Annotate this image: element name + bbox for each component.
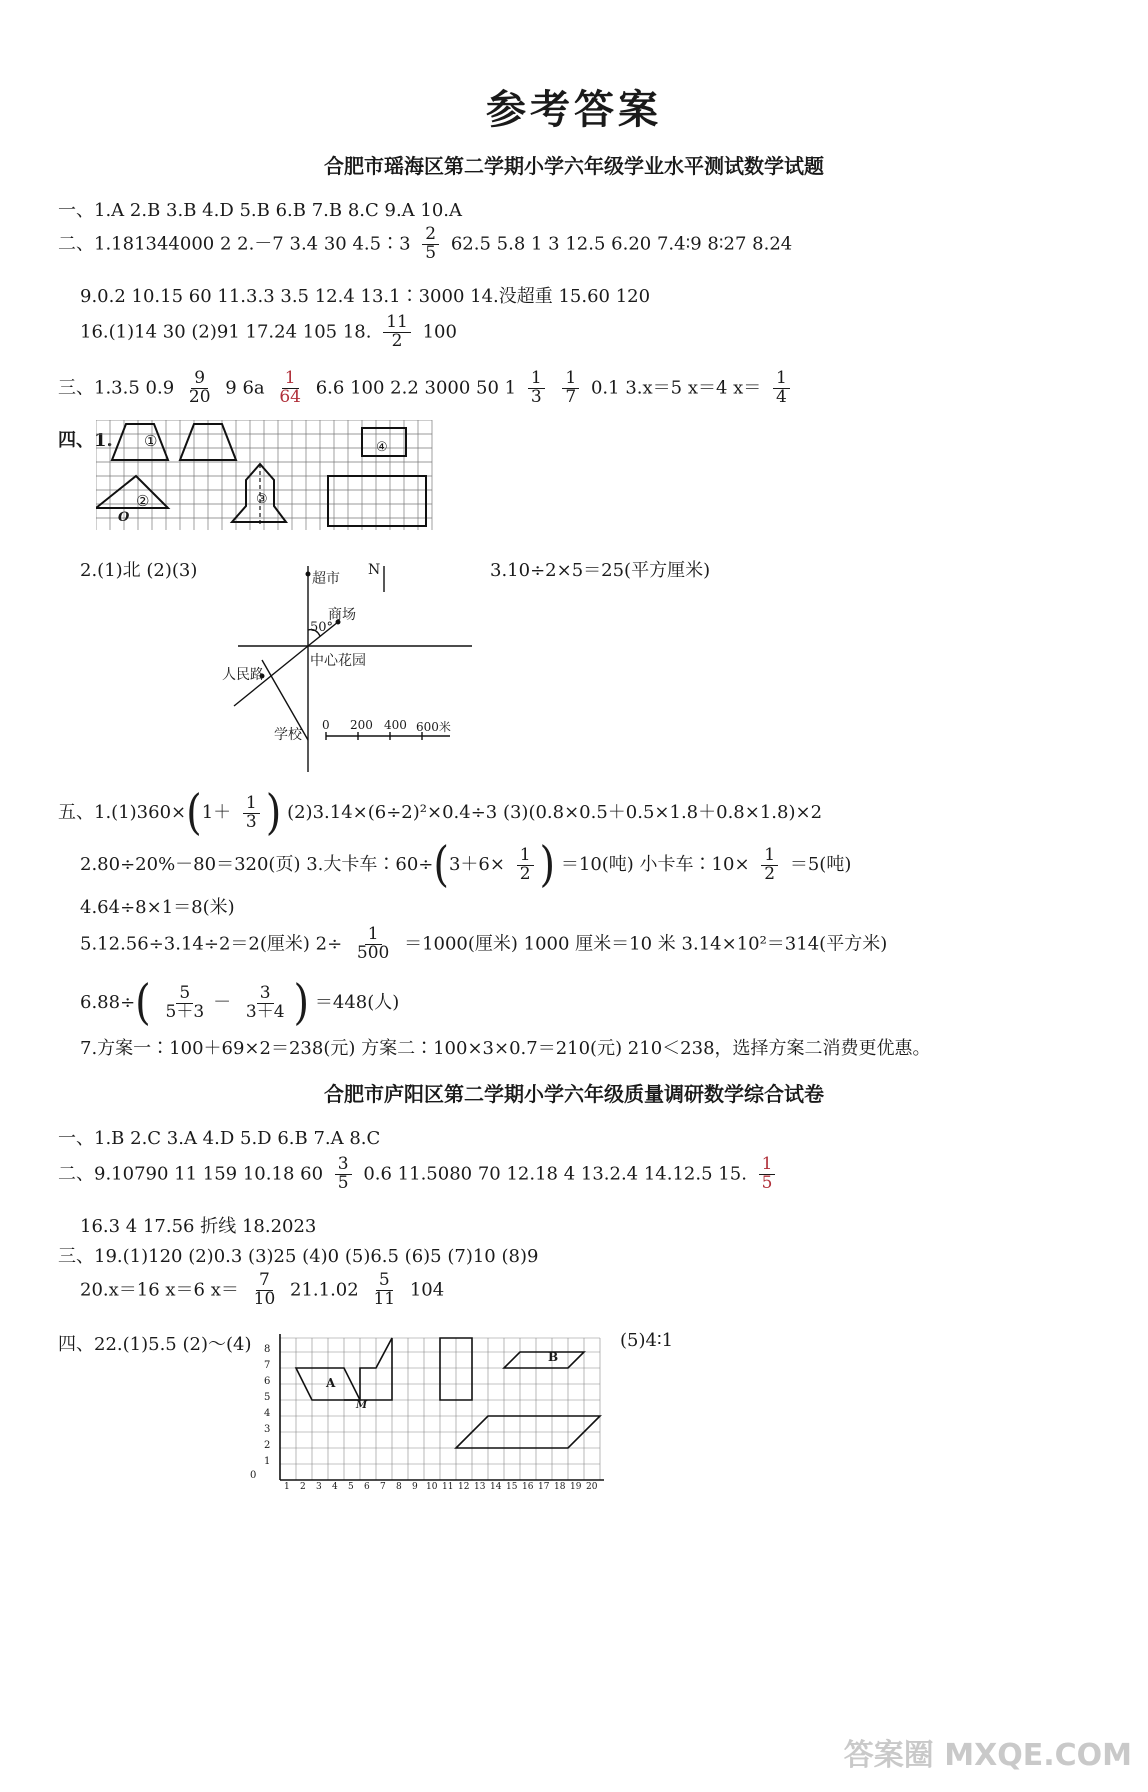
answer-line: 三、19.(1)120 (2)0.3 (3)25 (4)0 (5)6.5 (6)5 (7)10 (8)9 xyxy=(58,1246,539,1267)
shape-label: ② xyxy=(136,492,150,510)
answer-line: 四、22.(1)5.5 (2)～(4) xyxy=(58,1334,252,1355)
x-tick: 16 xyxy=(522,1482,534,1492)
x-tick: 6 xyxy=(364,1482,370,1492)
x-tick: 12 xyxy=(458,1482,470,1492)
answer-line: 一、1.A 2.B 3.B 4.D 5.B 6.B 7.B 8.C 9.A 10.A xyxy=(58,200,463,221)
page-title: 参考答案 xyxy=(486,86,662,133)
x-tick: 11 xyxy=(442,1482,454,1492)
answer-line: 一、1.B 2.C 3.A 4.D 5.D 6.B 7.A 8.C xyxy=(58,1128,381,1149)
answer-line: 2.80÷20%－80＝320(页) 3.大卡车∶60÷(3＋6× $\frac{1}{2}$ ) ＝10(吨) 小卡车∶10× $\frac{1}{2}$ ＝5(吨) xyxy=(80,837,852,893)
shape-label: ① xyxy=(144,432,158,450)
fraction: $\frac{5}{11}$ xyxy=(373,1270,396,1309)
angle-label: 50° xyxy=(310,620,334,635)
fraction: $\frac{1}{3}$ xyxy=(243,795,260,832)
answer-line: 16.(1)14 30 (2)91 17.24 105 18. $\frac{11}{2}$ 100 xyxy=(80,312,457,351)
shape-label: ③ xyxy=(256,492,268,507)
section-1-heading: 合肥市瑶海区第二学期小学六年级学业水平测试数学试题 xyxy=(324,154,824,178)
answer-line: 三、1.3.5 0.9 $\frac{9}{20}$ 9 6a $\frac{1}{64}$ 6.6 100 2.2 3000 50 1 $\frac{1}{3}$ $\frac{1}{7}$ 0.1 3.x＝5 x＝4 x＝ $\frac{1}{4}$ xyxy=(58,370,796,407)
x-tick: 8 xyxy=(396,1482,402,1492)
map-label: 学校 xyxy=(274,727,302,743)
x-tick: 17 xyxy=(538,1482,550,1492)
answer-line: 20.x＝16 x＝6 x＝ $\frac{7}{10}$ 21.1.02 $\frac{5}{11}$ 104 xyxy=(80,1270,445,1309)
fraction: $\frac{1}{64}$ xyxy=(279,368,301,407)
x-tick: 3 xyxy=(316,1482,322,1492)
point-label: M xyxy=(356,1400,368,1411)
answer-line: 二、1.181344000 2 2.－7 3.4 30 4.5∶3 $\frac{2}{5}$ 62.5 5.8 1 3 12.5 6.20 7.4∶9 8∶27 8.24 xyxy=(58,224,793,263)
x-tick: 14 xyxy=(490,1482,502,1492)
scale-label: 400 xyxy=(384,718,407,732)
x-tick: 9 xyxy=(412,1482,418,1492)
fraction: $\frac{1}{3}$ xyxy=(528,370,545,407)
x-tick: 10 xyxy=(426,1482,438,1492)
answer-line: 2.(1)北 (2)(3) xyxy=(80,560,198,581)
fraction: $\frac{2}{5}$ xyxy=(422,226,439,263)
shape-label: ④ xyxy=(376,440,388,455)
fraction: $\frac{1}{7}$ xyxy=(562,370,579,407)
scale-label: 600米 xyxy=(416,720,451,734)
shape-label: A xyxy=(326,1376,336,1390)
map-label: 超市 xyxy=(312,571,340,587)
fraction: $\frac{9}{20}$ xyxy=(188,368,211,407)
x-tick: 4 xyxy=(332,1482,338,1492)
y-tick: 7 xyxy=(264,1360,271,1371)
origin-label: O xyxy=(118,510,130,525)
answer-line: 9.0.2 10.15 60 11.3.3 3.5 12.4 13.1∶3000 14.没超重 15.60 120 xyxy=(80,286,651,307)
answer-line: 16.3 4 17.56 折线 18.2023 xyxy=(80,1216,317,1237)
north-label: N xyxy=(368,562,381,578)
answer-line: (5)4∶1 xyxy=(620,1330,674,1351)
answer-line: 5.12.56÷3.14÷2＝2(厘米) 2÷ $\frac{1}{500}$ ＝1000(厘米) 1000 厘米＝10 米 3.14×10²＝314(平方米) xyxy=(80,924,888,963)
x-tick: 19 xyxy=(570,1482,582,1492)
x-tick: 7 xyxy=(380,1482,386,1492)
x-tick: 18 xyxy=(554,1482,566,1492)
fraction: $\frac{1}{2}$ xyxy=(517,847,534,884)
scale-label: 0 xyxy=(322,718,330,732)
map-label: 人民路 xyxy=(222,667,264,683)
fraction: $\frac{11}{2}$ xyxy=(383,314,411,351)
watermark: 答案圈 MXQE.COM xyxy=(843,1738,1132,1773)
fraction: $\frac{3}{3+4}$ xyxy=(245,982,285,1022)
y-tick: 4 xyxy=(264,1408,271,1419)
scale-label: 200 xyxy=(350,718,373,732)
answer-line: 二、9.10790 11 159 10.18 60 $\frac{3}{5}$ 0.6 11.5080 70 12.18 4 13.2.4 14.12.5 15. $\frac{1}{5}$ xyxy=(58,1156,781,1193)
y-tick: 5 xyxy=(264,1392,271,1403)
fraction: $\frac{5}{5+3}$ xyxy=(165,982,205,1022)
fraction: $\frac{1}{5}$ xyxy=(759,1156,776,1193)
x-tick: 2 xyxy=(300,1482,306,1492)
answer-line: 3.10÷2×5＝25(平方厘米) xyxy=(490,560,711,581)
x-tick: 5 xyxy=(348,1482,354,1492)
section-2-heading: 合肥市庐阳区第二学期小学六年级质量调研数学综合试卷 xyxy=(324,1082,824,1106)
x-tick: 20 xyxy=(586,1482,598,1492)
y-tick: 1 xyxy=(264,1456,271,1467)
answer-line: 7.方案一∶100＋69×2＝238(元) 方案二∶100×3×0.7＝210(元) 210＜238，选择方案二消费更优惠。 xyxy=(80,1038,931,1059)
fraction: $\frac{7}{10}$ xyxy=(253,1270,276,1309)
y-tick: 6 xyxy=(264,1376,271,1387)
fraction: $\frac{1}{500}$ xyxy=(356,924,390,963)
y-tick: 2 xyxy=(264,1440,271,1451)
x-tick: 15 xyxy=(506,1482,518,1492)
y-tick: 3 xyxy=(264,1424,271,1435)
answer-line: 五、1.(1)360×(1＋ $\frac{1}{3}$ ) (2)3.14×(6÷2)²×0.4÷3 (3)(0.8×0.5＋0.5×1.8＋0.8×1.8)×2 xyxy=(58,785,823,841)
map-label: 中心花园 xyxy=(310,653,366,669)
x-tick: 1 xyxy=(284,1482,290,1492)
y-tick: 0 xyxy=(250,1470,257,1481)
fraction: $\frac{1}{4}$ xyxy=(773,370,790,407)
y-tick: 8 xyxy=(264,1344,271,1355)
shape-label: B xyxy=(548,1350,559,1364)
answer-label: 四、1. xyxy=(58,430,113,451)
answer-line: 6.88÷( $\frac{5}{5+3}$ － $\frac{3}{3+4}$ ) ＝448(人) xyxy=(80,975,400,1031)
fraction: $\frac{3}{5}$ xyxy=(335,1156,352,1193)
map-figure xyxy=(228,560,478,780)
fraction: $\frac{1}{2}$ xyxy=(761,847,778,884)
x-tick: 13 xyxy=(474,1482,486,1492)
map-label: 商场 xyxy=(328,607,356,623)
answer-line: 4.64÷8×1＝8(米) xyxy=(80,897,235,918)
